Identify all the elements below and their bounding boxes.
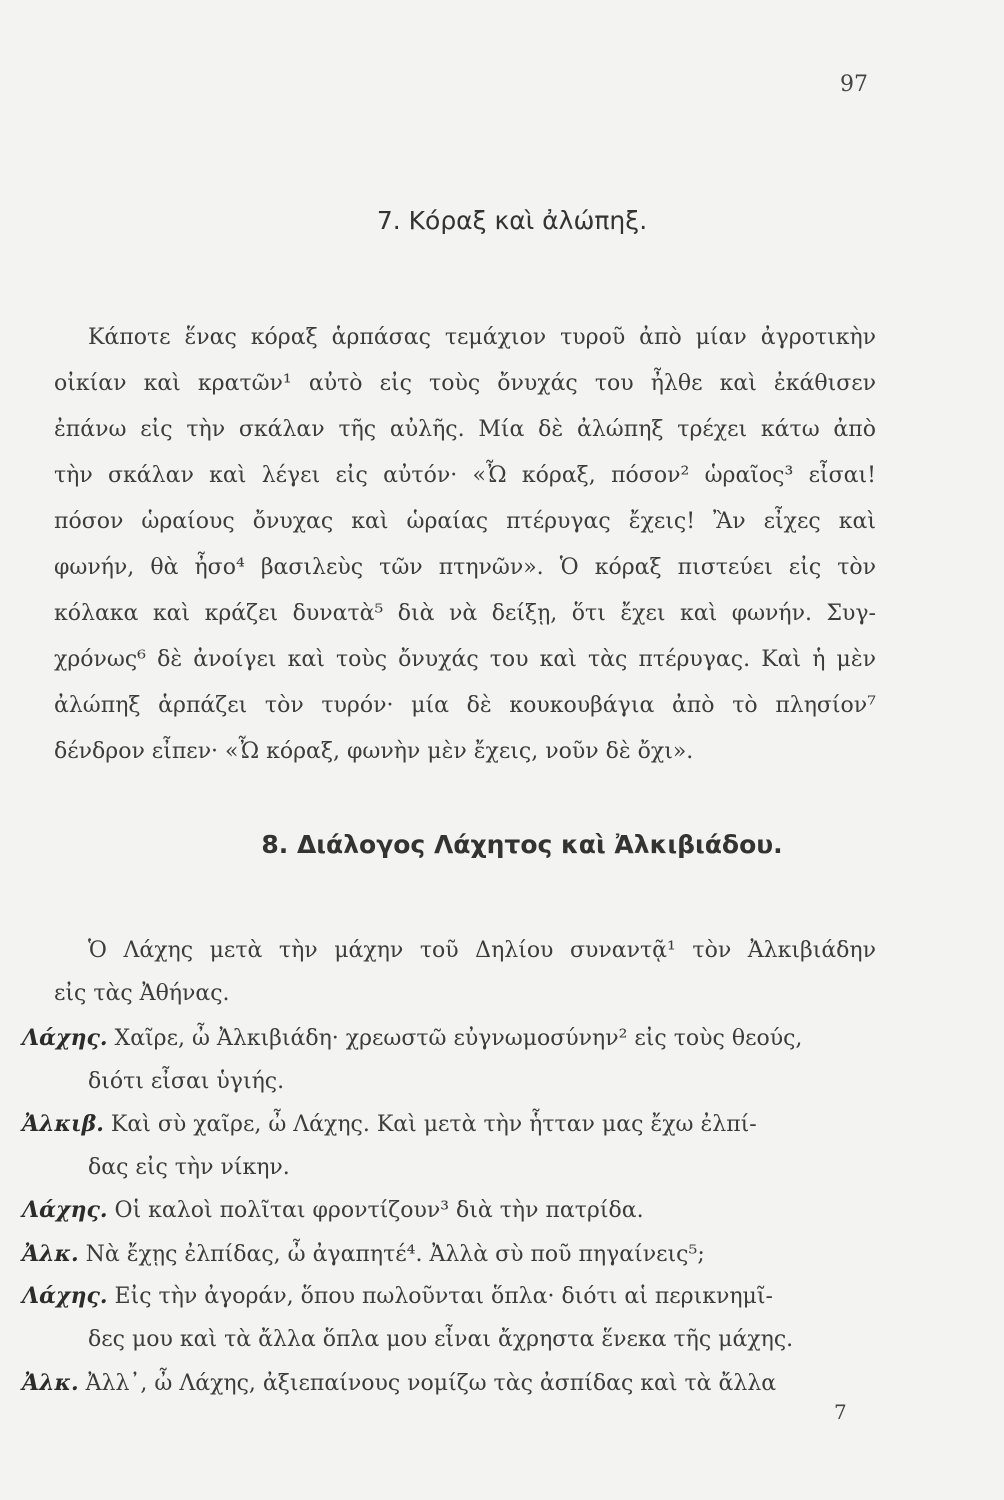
- dialogue-text: Οἱ καλοὶ πολῖται φροντίζουν³ διὰ τὴν πατρίδα.: [114, 1198, 644, 1223]
- speaker-name: Ἀλκ.: [22, 1370, 79, 1396]
- dialogue-entry: [22, 1372, 876, 1395]
- dialogue-entry: [22, 1243, 876, 1266]
- dialogue-text: Νὰ ἔχῃς ἐλπίδας, ὦ ἀγαπητέ⁴. Ἀλλὰ σὺ ποῦ πηγαίνεις⁵;: [85, 1242, 705, 1267]
- speaker-name: Λάχης.: [22, 1283, 108, 1309]
- paragraph-line: ἀλώπηξ ἁρπάζει τὸν τυρόν· μία δὲ κουκουβάγια ἀπὸ τὸ πλησίον⁷: [54, 693, 876, 718]
- signature-mark: 7: [834, 1400, 847, 1424]
- dialogue-continuation: διότι εἶσαι ὑγιής.: [88, 1069, 285, 1094]
- paragraph-line: οἰκίαν καὶ κρατῶν¹ αὐτὸ εἰς τοὺς ὄνυχάς του ἦλθε καὶ ἐκάθισεν: [54, 371, 876, 396]
- speaker-name: Λάχης.: [22, 1025, 108, 1051]
- paragraph-line: δένδρον εἶπεν· «Ὦ κόραξ, φωνὴν μὲν ἔχεις, νοῦν δὲ ὄχι».: [54, 739, 694, 764]
- dialogue-entry: [22, 1199, 876, 1222]
- dialogue-text: Ἀλλ᾽, ὦ Λάχης, ἀξιεπαίνους νομίζω τὰς ἀσπίδας καὶ τὰ ἄλλα: [85, 1371, 777, 1396]
- dialogue-entry: [22, 1285, 876, 1308]
- dialogue-entry: [22, 1027, 876, 1050]
- dialogue-continuation: δας εἰς τὴν νίκην.: [88, 1155, 290, 1180]
- paragraph-line: φωνήν, θὰ ἦσο⁴ βασιλεὺς τῶν πτηνῶν». Ὁ κόραξ πιστεύει εἰς τὸν: [54, 555, 876, 580]
- dialogue-entry: [22, 1113, 876, 1136]
- paragraph-line: Κάποτε ἕνας κόραξ ἁρπάσας τεμάχιον τυροῦ ἀπὸ μίαν ἀγροτικὴν: [88, 325, 876, 350]
- page-number: 97: [840, 72, 868, 97]
- intro-line: Ὁ Λάχης μετὰ τὴν μάχην τοῦ Δηλίου συναντᾷ¹ τὸν Ἀλκιβιάδην: [88, 938, 876, 963]
- dialogue-continuation: δες μου καὶ τὰ ἄλλα ὅπλα μου εἶναι ἄχρηστα ἕνεκα τῆς μάχης.: [88, 1327, 794, 1352]
- paragraph-line: πόσον ὡραίους ὄνυχας καὶ ὡραίας πτέρυγας ἔχεις! Ἂν εἶχες καὶ: [54, 509, 876, 534]
- paragraph-line: τὴν σκάλαν καὶ λέγει εἰς αὐτόν· «Ὦ κόραξ, πόσον² ὡραῖος³ εἶσαι!: [54, 463, 876, 488]
- paragraph-line: ἐπάνω εἰς τὴν σκάλαν τῆς αὐλῆς. Μία δὲ ἀλώπηξ τρέχει κάτω ἀπὸ: [54, 417, 876, 442]
- dialogue-text: Εἰς τὴν ἀγοράν, ὅπου πωλοῦνται ὅπλα· διότι αἱ περικνημῖ-: [114, 1284, 773, 1309]
- dialogue-text: Καὶ σὺ χαῖρε, ὦ Λάχης. Καὶ μετὰ τὴν ἧτταν μας ἔχω ἐλπί-: [110, 1112, 757, 1137]
- speaker-name: Λάχης.: [22, 1197, 108, 1223]
- section-8-title: 8. Διάλογος Λάχητος καὶ Ἀλκιβιάδου.: [261, 830, 783, 859]
- paragraph-line: κόλακα καὶ κράζει δυνατὰ⁵ διὰ νὰ δείξῃ, ὅτι ἔχει καὶ φωνήν. Συγ-: [54, 601, 876, 626]
- paragraph-line: χρόνως⁶ δὲ ἀνοίγει καὶ τοὺς ὄνυχάς του καὶ τὰς πτέρυγας. Καὶ ἡ μὲν: [54, 647, 876, 672]
- speaker-name: Ἀλκιβ.: [22, 1111, 104, 1137]
- section-7-title: 7. Κόραξ καὶ ἀλώπηξ.: [376, 206, 648, 235]
- speaker-name: Ἀλκ.: [22, 1241, 79, 1267]
- intro-line: εἰς τὰς Ἀθήνας.: [54, 981, 230, 1006]
- dialogue-text: Χαῖρε, ὦ Ἀλκιβιάδη· χρεωστῶ εὐγνωμοσύνην² εἰς τοὺς θεούς,: [114, 1026, 803, 1051]
